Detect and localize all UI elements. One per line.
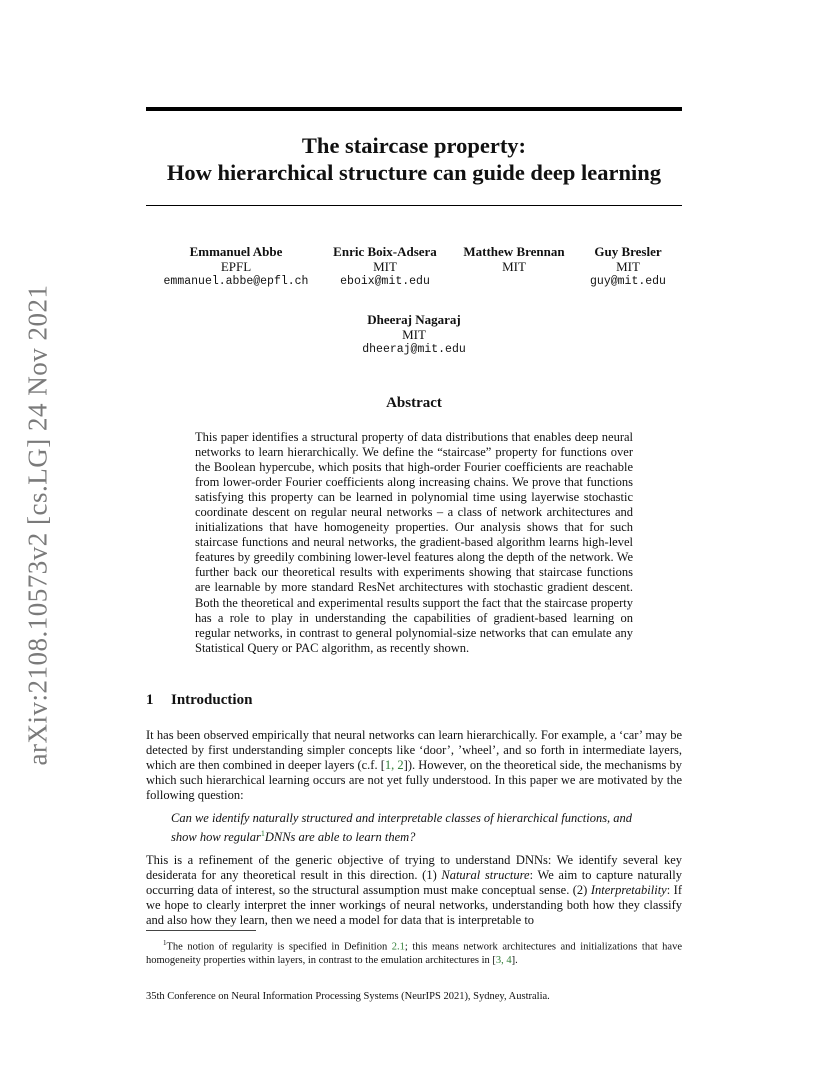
intro-text: : If we hope to clearly interpret the inner workings of neural networks, understanding both how they classify and also how they learn, then we need a model for data that is interpretable to	[146, 883, 682, 928]
author-name: Dheeraj Nagaraj	[367, 312, 461, 327]
intro-text: ]). However, on the theoretical side, the mechanisms by which such hierarchical learning occurs are not yet fully understood. In this paper we are motivated by the following question:	[146, 758, 682, 803]
research-question	[171, 811, 659, 845]
author-block	[158, 244, 314, 289]
author-block	[344, 312, 484, 357]
footnote-text: ; this means network architectures and initializations that have homogeneity properties within layers, in contrast to the emulation architectures in [	[146, 941, 682, 966]
author-email[interactable]: dheeraj@mit.edu	[362, 343, 466, 356]
footnote-number: 1	[163, 939, 167, 947]
author-affiliation: EPFL	[220, 259, 252, 274]
citation-link[interactable]: 3, 4	[495, 954, 512, 966]
section-number: 1	[146, 692, 154, 708]
abstract-body: This paper identifies a structural property of data distributions that enables deep neural networks to learn hierarchically. We define the “staircase” property for functions over the Boolean hypercube, which posits that high-order Fourier coefficients are reachable from lower-order Fourier coefficients along increasing chains. We prove that functions satisfying this property can be learned in polynomial time using layerwise stochastic coordinate descent on regular neural networks – a class of network architectures and initializations that have homogeneity properties. Our analysis shows that for such staircase functions and neural networks, the gradient-based algorithm learns high-level features by greedily combining lower-level features along the depth of the network. We further back our theoretical results with experiments showing that staircase functions are learnable by more standard ResNet architectures with stochastic gradient descent. Both the theoretical and experimental results support the fact that the staircase property has a role to play in understanding the capabilities of gradient-based learning on regular networks, in contrast to general polynomial-size networks that can emulate any Statistical Query or PAC algorithm, as recently shown.	[195, 430, 633, 655]
author-block	[455, 244, 573, 274]
arxiv-stamp-text: arXiv:2108.10573v2 [cs.LG] 24 Nov 2021	[22, 284, 53, 766]
title-rule-bottom	[146, 205, 682, 206]
title-line-2: How hierarchical structure can guide deep learning	[166, 160, 662, 185]
author-affiliation: MIT	[616, 259, 640, 274]
section-heading	[146, 692, 252, 709]
author-name: Matthew Brennan	[463, 244, 565, 259]
footnote-marker[interactable]: 1	[260, 829, 265, 839]
abstract-heading: Abstract	[386, 395, 442, 411]
title-rule-top	[146, 107, 682, 111]
conference-note: 35th Conference on Neural Information Processing Systems (NeurIPS 2021), Sydney, Australia.	[146, 991, 550, 1002]
paper-title	[146, 132, 682, 186]
intro-text: This is a refinement of the generic objective of trying to understand DNNs: We identify several key desiderata for any theoretical result in this direction. (1)	[146, 853, 682, 883]
author-name: Guy Bresler	[594, 244, 662, 259]
author-email[interactable]: guy@mit.edu	[590, 275, 666, 288]
author-name: Emmanuel Abbe	[189, 244, 283, 259]
emphasis-text: Interpretability	[590, 883, 667, 898]
arxiv-stamp	[18, 284, 58, 766]
footnote-text: ].	[511, 954, 518, 966]
footnote	[146, 937, 682, 967]
question-text: DNNs are able to learn them?	[264, 830, 416, 845]
author-name: Enric Boix-Adsera	[333, 244, 437, 259]
author-block	[580, 244, 676, 289]
definition-link[interactable]: 2.1	[391, 941, 405, 953]
section-title: Introduction	[171, 692, 253, 708]
author-email[interactable]: eboix@mit.edu	[340, 275, 430, 288]
footnote-text: The notion of regularity is specified in Definition	[166, 941, 392, 953]
author-affiliation: MIT	[373, 259, 397, 274]
intro-text: It has been observed empirically that neural networks can learn hierarchically. For example, a ‘car’ may be detected by first understanding simpler concepts like ‘door’, ’wheel’, and so forth in intermediate layers, which are then combined in deeper layers (c.f. [	[146, 728, 682, 773]
intro-paragraph-1	[146, 728, 682, 803]
author-affiliation: MIT	[502, 259, 526, 274]
author-email[interactable]: emmanuel.abbe@epfl.ch	[163, 275, 309, 288]
title-line-1: The staircase property:	[301, 133, 527, 158]
author-block	[323, 244, 447, 289]
intro-paragraph-2	[146, 853, 682, 928]
question-text: Can we identify naturally structured and interpretable classes of hierarchical functions, and show how regular	[171, 811, 633, 845]
citation-link[interactable]: 1, 2	[384, 758, 404, 773]
intro-text: : We aim to capture naturally occurring data of interest, so the structural assumption must make conceptual sense. (2)	[146, 868, 682, 898]
footnote-rule	[146, 930, 256, 931]
author-affiliation: MIT	[402, 327, 426, 342]
emphasis-text: Natural structure	[441, 868, 530, 883]
